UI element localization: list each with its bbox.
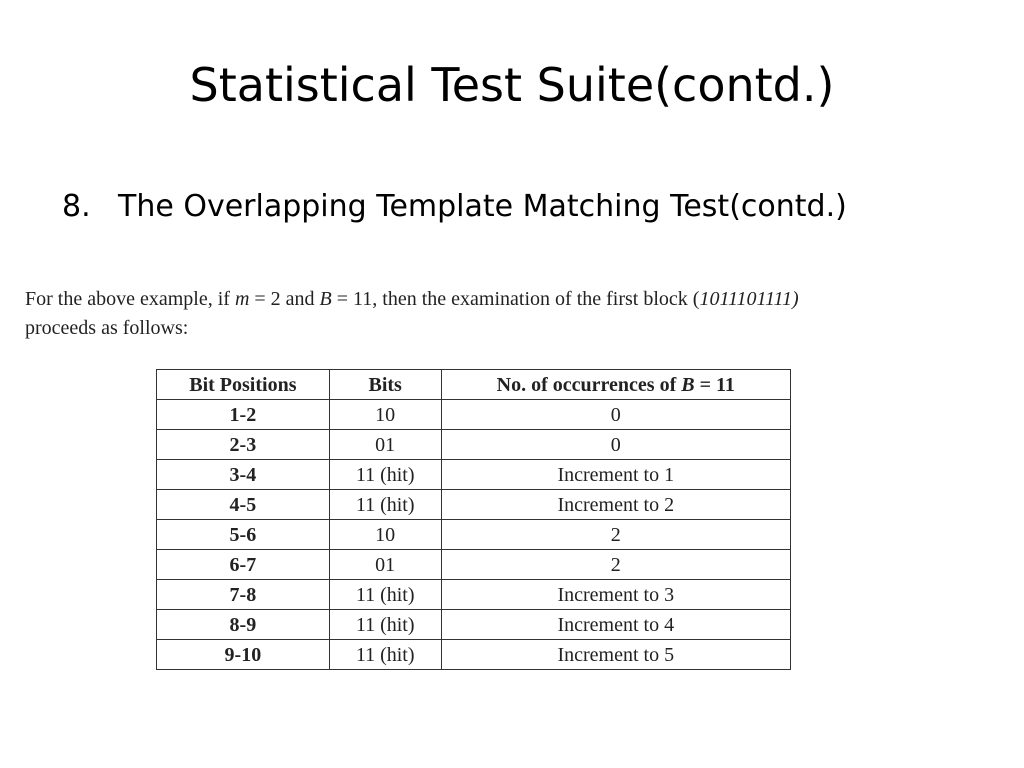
excerpt-block-bits: 1011101111) [699, 288, 799, 310]
header-bits: Bits [329, 370, 441, 400]
cell-bit-positions: 1-2 [157, 400, 330, 430]
bullet-item [62, 189, 847, 224]
cell-bit-positions: 4-5 [157, 490, 330, 520]
cell-bits: 11 (hit) [329, 460, 441, 490]
cell-occurrences: Increment to 2 [441, 490, 790, 520]
cell-bit-positions: 7-8 [157, 580, 330, 610]
table-header-row [157, 370, 791, 400]
header-occurrences [441, 370, 790, 400]
cell-occurrences: 2 [441, 550, 790, 580]
bullet-text: The Overlapping Template Matching Test(contd.) [118, 189, 847, 224]
header-occurrences-symbol: B [681, 373, 695, 396]
cell-bit-positions: 9-10 [157, 640, 330, 670]
table-row [157, 490, 791, 520]
table-row [157, 520, 791, 550]
cell-occurrences: 2 [441, 520, 790, 550]
cell-bits: 01 [329, 430, 441, 460]
table-row [157, 610, 791, 640]
slide-title: Statistical Test Suite(contd.) [189, 58, 835, 112]
header-occurrences-prefix: No. of occurrences of [496, 373, 682, 396]
cell-occurrences: 0 [441, 430, 790, 460]
cell-bits: 01 [329, 550, 441, 580]
table-row [157, 460, 791, 490]
table-row [157, 400, 791, 430]
excerpt-text-1: For the above example, if [25, 288, 235, 310]
header-bit-positions: Bit Positions [157, 370, 330, 400]
cell-bits: 11 (hit) [329, 640, 441, 670]
cell-occurrences: Increment to 3 [441, 580, 790, 610]
cell-bit-positions: 5-6 [157, 520, 330, 550]
cell-bits: 10 [329, 400, 441, 430]
excerpt-text-3: = 11, then the examination of the first block ( [331, 288, 700, 310]
cell-bit-positions: 3-4 [157, 460, 330, 490]
cell-occurrences: Increment to 1 [441, 460, 790, 490]
bit-positions-table [156, 369, 791, 670]
cell-bits: 11 (hit) [329, 490, 441, 520]
table-row [157, 430, 791, 460]
cell-bits: 11 (hit) [329, 610, 441, 640]
cell-bit-positions: 2-3 [157, 430, 330, 460]
cell-occurrences: Increment to 5 [441, 640, 790, 670]
excerpt-text-2: = 2 and [249, 288, 320, 310]
cell-occurrences: 0 [441, 400, 790, 430]
cell-bit-positions: 8-9 [157, 610, 330, 640]
excerpt-m-symbol: m [234, 288, 250, 310]
cell-bit-positions: 6-7 [157, 550, 330, 580]
cell-occurrences: Increment to 4 [441, 610, 790, 640]
table-row [157, 640, 791, 670]
excerpt-paragraph [25, 285, 1005, 343]
bullet-number: 8. [62, 189, 91, 224]
table-row [157, 550, 791, 580]
cell-bits: 10 [329, 520, 441, 550]
header-occurrences-suffix: = 11 [694, 373, 735, 396]
cell-bits: 11 (hit) [329, 580, 441, 610]
excerpt-text-4: proceeds as follows: [25, 317, 189, 339]
excerpt-b-symbol: B [319, 288, 332, 310]
table-row [157, 580, 791, 610]
